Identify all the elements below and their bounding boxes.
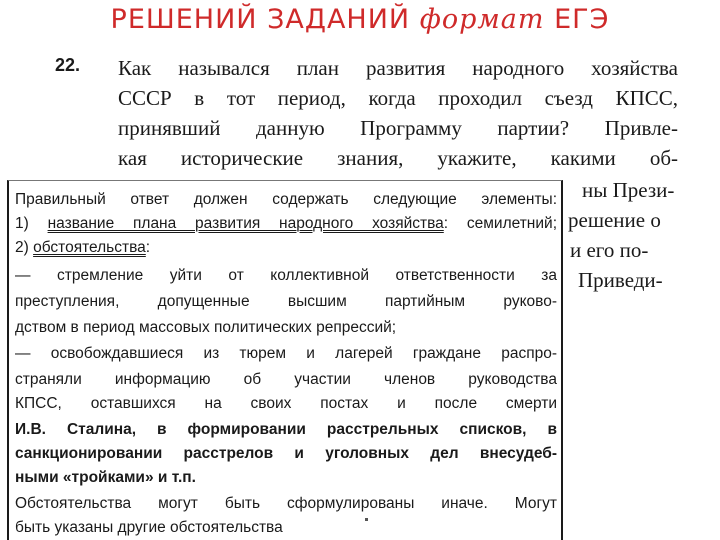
answer-text-line: — освобождавшиеся из тюрем и лагерей граждане распро-	[15, 345, 557, 362]
question-number: 22.	[55, 55, 81, 75]
question-fragment-2: решение о	[568, 208, 661, 232]
answer-text-line: дством в период массовых политических репрессий;	[15, 319, 397, 336]
scan-dot	[365, 518, 368, 521]
title-part3: ЕГЭ	[544, 4, 610, 35]
answer-intro	[15, 189, 557, 211]
troiki-term: «тройками»	[62, 469, 154, 486]
answer-element-2-title: обстоятельства	[33, 239, 146, 256]
answer-text-line: страняли информацию об участии членов руководства	[15, 371, 557, 388]
answer-element-1-title: название плана развития народного хозяйства	[47, 215, 444, 232]
answer-text-line: — стремление уйти от коллективной ответственности за	[15, 267, 557, 284]
answer-element-1: 1) название плана развития народного хозяйства: семилетний;	[15, 215, 557, 232]
title-part2: формат	[419, 4, 545, 35]
title-part1: РЕШЕНИЙ ЗАДАНИЙ	[110, 4, 420, 35]
answer-element-2: 2) обстоятельства:	[15, 239, 151, 256]
answer-box	[7, 180, 563, 540]
question-line-2: СССР в тот период, когда проходил съезд КПСС,	[118, 86, 678, 110]
answer-intro-text: Правильный ответ должен содержать следующие элементы:	[15, 191, 557, 208]
answer-closing-line: Обстоятельства могут быть сформулированы иначе. Могут	[15, 495, 557, 512]
question-line-4: кая исторические знания, укажите, какими об-	[118, 146, 678, 170]
question-line-1: Как назывался план развития народного хозяйства	[118, 56, 678, 80]
question-fragment-3: и его по-	[570, 238, 649, 262]
answer-text-line: И.В. Сталина, в формировании расстрельных списков, в	[15, 421, 557, 438]
answer-closing-line: быть указаны другие обстоятельства	[15, 519, 283, 536]
answer-text-line: санкционировании расстрелов и уголовных дел внесудеб-	[15, 445, 557, 462]
answer-text-line: КПСС, оставшихся на своих постах и после смерти	[15, 395, 557, 412]
slide-title	[0, 4, 720, 42]
question-fragment-1: ны Прези-	[582, 178, 675, 202]
answer-troiki-line: ными «тройками» и т.п.	[15, 469, 196, 486]
answer-text-line: преступления, допущенные высшим партийным руково-	[15, 293, 557, 310]
question-line-3: принявший данную Программу партии? Привле-	[118, 116, 678, 140]
question-fragment-4: Приведи-	[578, 268, 663, 292]
